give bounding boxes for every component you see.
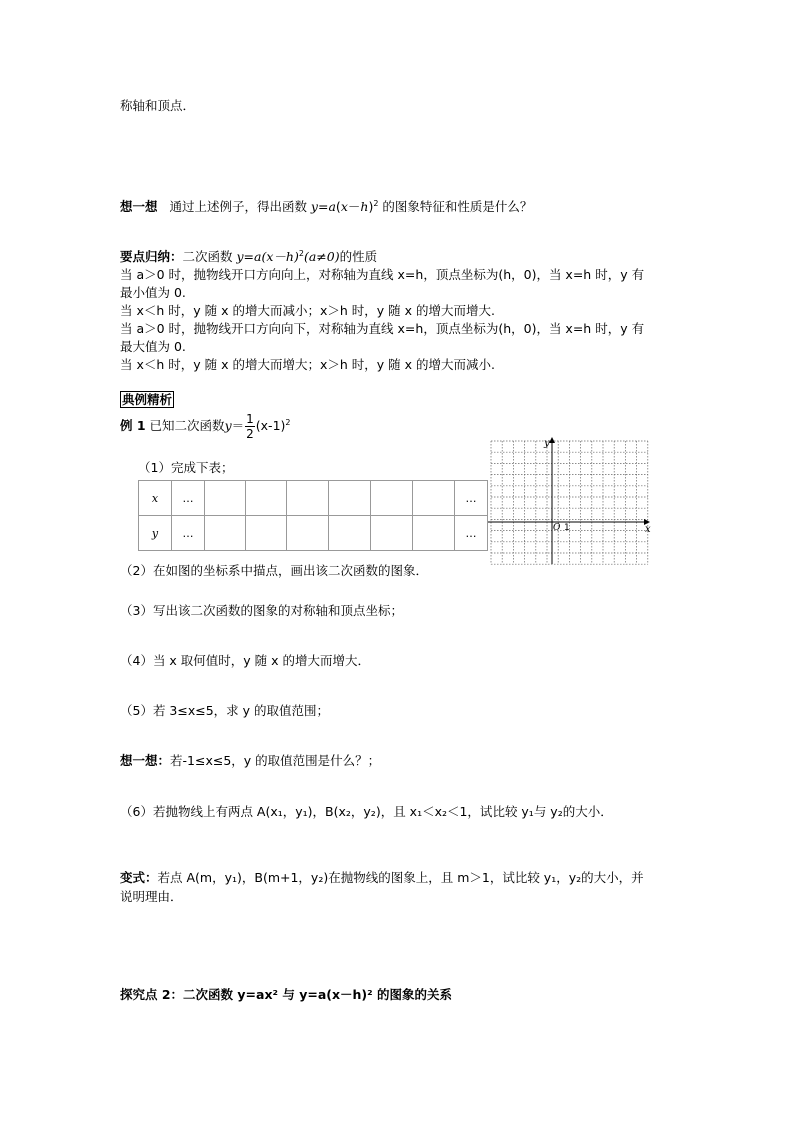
example-label: 例 1 bbox=[120, 418, 146, 433]
example-pre: 已知二次函数 bbox=[149, 418, 225, 433]
keypoint-intro-pre: 二次函数 bbox=[182, 249, 237, 264]
table-cell[interactable] bbox=[371, 481, 413, 516]
formula-rp: ) bbox=[368, 199, 374, 214]
table-cell[interactable] bbox=[246, 516, 287, 551]
table-cell[interactable] bbox=[205, 516, 246, 551]
question-1: （1）完成下表； bbox=[138, 460, 234, 475]
keypoint-heading bbox=[120, 247, 377, 265]
keypoint-label: 要点归纳： bbox=[120, 249, 183, 264]
keypoint-line-4: 当 a＞0 时，抛物线开口方向向下，对称轴为直线 x=h，顶点坐标为(h，0)，当 x=h 时，y 有 bbox=[120, 321, 645, 336]
think-2-label: 想一想： bbox=[120, 753, 171, 768]
formula-h: h bbox=[360, 199, 369, 214]
formula-x: x bbox=[340, 199, 348, 214]
variant-line-1 bbox=[120, 868, 644, 886]
origin-label: O bbox=[553, 523, 561, 533]
example-exp: 2 bbox=[285, 417, 291, 427]
table-cell[interactable] bbox=[246, 481, 287, 516]
table-cell: … bbox=[172, 516, 205, 551]
keypoint-cond: (a≠0) bbox=[303, 249, 340, 264]
question-5: （5）若 3≤x≤5，求 y 的取值范围； bbox=[120, 703, 330, 718]
table-cell: x bbox=[139, 481, 172, 516]
section-title-text: 典例精析 bbox=[122, 392, 173, 407]
table-cell[interactable] bbox=[371, 516, 413, 551]
formula-exp: 2 bbox=[373, 198, 379, 208]
question-4: （4）当 x 取何值时，y 随 x 的增大而增大． bbox=[120, 653, 371, 668]
keypoint-line-1: 当 a＞0 时，抛物线开口方向向上，对称轴为直线 x=h，顶点坐标为(h，0)，当 x=h 时，y 有 bbox=[120, 267, 645, 282]
question-2: （2）在如图的坐标系中描点，画出该二次函数的图象． bbox=[120, 563, 428, 578]
keypoint-line-5: 最大值为 0. bbox=[120, 339, 186, 354]
formula-eq: = bbox=[317, 199, 329, 214]
fraction-numerator: 1 bbox=[246, 412, 254, 426]
variant-label: 变式： bbox=[120, 870, 158, 885]
formula-a: a bbox=[328, 199, 336, 214]
coordinate-grid[interactable] bbox=[488, 436, 654, 568]
think-post: 的图象特征和性质是什么？ bbox=[378, 199, 533, 214]
question-3: （3）写出该二次函数的图象的对称轴和顶点坐标； bbox=[120, 603, 403, 618]
table-cell[interactable] bbox=[413, 481, 455, 516]
keypoint-formula: y=a(x－h) bbox=[236, 249, 299, 264]
y-axis-arrow bbox=[549, 437, 555, 443]
variant-line-2: 说明理由． bbox=[120, 889, 183, 904]
fraction bbox=[245, 412, 255, 441]
table-cell[interactable] bbox=[329, 516, 371, 551]
keypoint-exp: 2 bbox=[298, 248, 304, 258]
think-label: 想一想 bbox=[120, 199, 158, 214]
think-pre: 通过上述例子，得出函数 bbox=[169, 199, 311, 214]
keypoint-line-3: 当 x＜h 时，y 随 x 的增大而减小；x＞h 时，y 随 x 的增大而增大. bbox=[120, 303, 495, 318]
formula-minus: － bbox=[347, 199, 361, 214]
formula-lp: ( bbox=[335, 199, 341, 214]
example-eq: ＝ bbox=[231, 418, 245, 433]
grid-lines bbox=[491, 441, 648, 564]
formula-y: y bbox=[310, 199, 318, 214]
value-table bbox=[138, 480, 488, 551]
table-row-y bbox=[139, 516, 488, 551]
table-cell: … bbox=[172, 481, 205, 516]
table-cell[interactable] bbox=[329, 481, 371, 516]
x-axis-label: x bbox=[645, 524, 651, 535]
example-y: y bbox=[224, 418, 232, 433]
table-cell[interactable] bbox=[205, 481, 246, 516]
table-row-x bbox=[139, 481, 488, 516]
example-1-heading bbox=[120, 412, 291, 441]
text-line: 称轴和顶点． bbox=[120, 98, 196, 113]
example-rest: (x-1) bbox=[255, 418, 286, 433]
unit-label: 1 bbox=[564, 523, 570, 533]
think-prompt bbox=[120, 197, 532, 215]
keypoint-line-2: 最小值为 0. bbox=[120, 285, 186, 300]
table-cell: … bbox=[455, 481, 488, 516]
table-cell[interactable] bbox=[287, 481, 329, 516]
think-2-text: 若-1≤x≤5，y 的取值范围是什么？； bbox=[170, 753, 381, 768]
think-2 bbox=[120, 751, 380, 769]
fraction-denominator: 2 bbox=[246, 427, 254, 441]
variant-text: 若点 A(m，y₁)，B(m+1，y₂)在抛物线的图象上，且 m＞1，试比较 y₁，y₂的大小，并 bbox=[157, 870, 644, 885]
table-cell: y bbox=[139, 516, 172, 551]
explore-point-2: 探究点 2：二次函数 y=ax² 与 y=a(x－h)² 的图象的关系 bbox=[120, 987, 452, 1002]
table-cell[interactable] bbox=[287, 516, 329, 551]
y-axis-label: y bbox=[544, 438, 550, 449]
keypoint-line-6: 当 x＜h 时，y 随 x 的增大而增大；x＞h 时，y 随 x 的增大而减小. bbox=[120, 357, 495, 372]
keypoint-intro-post: 的性质 bbox=[339, 249, 378, 264]
question-6: （6）若抛物线上有两点 A(x₁，y₁)，B(x₂，y₂)，且 x₁＜x₂＜1，试比较 y₁与 y₂的大小． bbox=[120, 804, 613, 819]
section-title bbox=[120, 390, 174, 408]
table-cell[interactable] bbox=[413, 516, 455, 551]
table-cell: … bbox=[455, 516, 488, 551]
